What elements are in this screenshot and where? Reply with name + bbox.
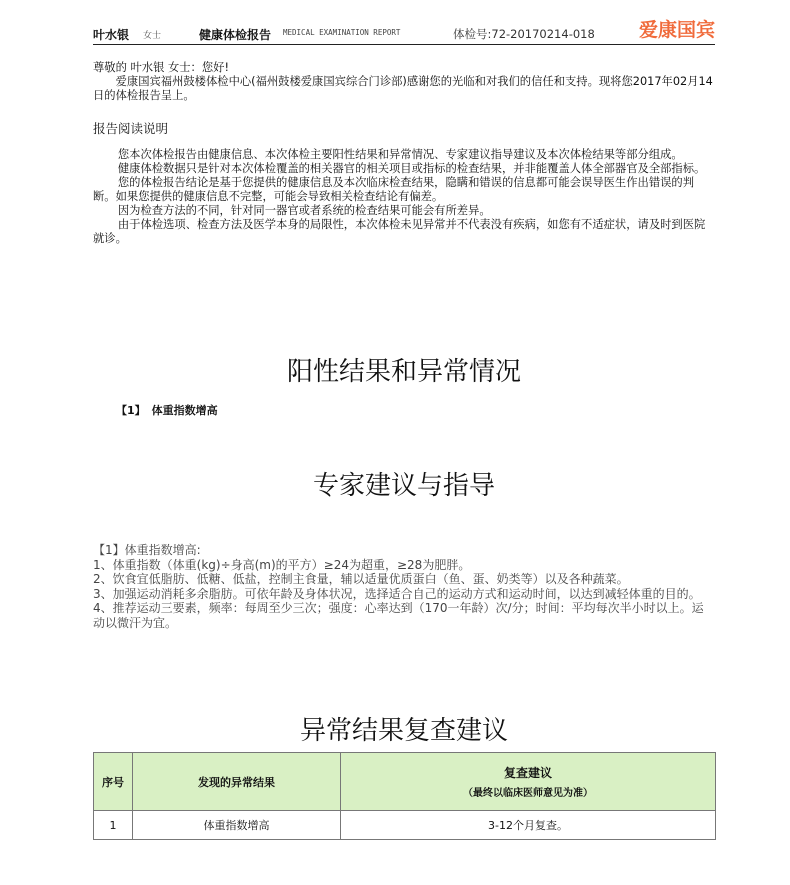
advice-line: 1、体重指数（体重(kg)÷身高(m)的平方）≥24为超重，≥28为肥胖。	[93, 557, 471, 572]
advice-line: 3、加强运动消耗多余脂肪。可依年龄及身体状况，选择适合自己的运动方式和运动时间，以达到减轻体重的目的。	[93, 586, 701, 601]
exam-number: 体检号:72-20170214-018	[453, 27, 595, 41]
col-header-advice-label: 复查建议	[503, 766, 552, 780]
table-header-row	[94, 753, 716, 811]
recheck-table	[93, 752, 716, 840]
col-header-no: 序号	[94, 753, 133, 811]
advice-line: 4、推荐运动三要素，频率：每周至少三次；强度：心率达到（170一年龄）次/分；时间：平均每次半小时以上。运动以微汗为宜。	[93, 601, 704, 630]
greeting: 尊敬的 叶水银 女士：您好!	[93, 61, 229, 74]
result-index: 【1】	[116, 404, 146, 417]
cell-no: 1	[94, 811, 133, 840]
reading-notes-heading: 报告阅读说明	[93, 121, 169, 136]
expert-advice-body	[93, 543, 715, 630]
report-title: 健康体检报告	[199, 28, 272, 42]
col-header-advice-note: （最终以临床医师意见为准）	[463, 788, 593, 799]
reading-note: 健康体检数据只是针对本次体检覆盖的相关器官的相关项目或指标的检查结果，并非能覆盖人体全部器官及全部指标。	[117, 162, 706, 175]
reading-note: 您的体检报告结论是基于您提供的健康信息及本次临床检查结果，隐瞒和错误的信息都可能会误导医生作出错误的判断。如果您提供的健康信息不完整，可能会导致相关检查结论有偏差。	[93, 176, 695, 203]
brand-logo: 爱康国宾	[638, 19, 715, 41]
advice-line: 2、饮食宜低脂肪、低糖、低盐，控制主食量，辅以适量优质蛋白（鱼、蛋、奶类等）以及各种蔬菜。	[93, 572, 629, 586]
advice-line: 【1】体重指数增高:	[93, 543, 201, 557]
reading-notes	[93, 148, 715, 246]
reading-note: 由于体检选项、检查方法及医学本身的局限性，本次体检未见异常并不代表没有疾病，如您有不适症状，请及时到医院就诊。	[93, 218, 706, 245]
result-label: 体重指数增高	[151, 404, 218, 417]
expert-advice-title: 专家建议与指导	[312, 471, 495, 501]
reading-note: 您本次体检报告由健康信息、本次体检主要阳性结果和异常情况、专家建议指导建议及本次体检结果等部分组成。	[117, 148, 683, 161]
table-row	[94, 811, 716, 840]
intro-paragraph: 爱康国宾福州鼓楼体检中心(福州鼓楼爱康国宾综合门诊部)感谢您的光临和对我们的信任和支持。现将您2017年02月14日的体检报告呈上。	[93, 75, 713, 102]
patient-gender: 女士	[143, 31, 162, 41]
col-header-advice	[341, 753, 716, 811]
recheck-title: 异常结果复查建议	[299, 716, 508, 746]
cell-result: 体重指数增高	[133, 811, 341, 840]
reading-note: 因为检查方法的不同，针对同一器官或者系统的检查结果可能会有所差异。	[117, 204, 491, 217]
report-title-en: MEDICAL EXAMINATION REPORT	[283, 28, 401, 37]
positive-results-title: 阳性结果和异常情况	[286, 357, 521, 387]
report-header	[93, 14, 715, 45]
col-header-result: 发现的异常结果	[133, 753, 341, 811]
patient-name: 叶水银	[93, 28, 130, 42]
positive-result-item	[116, 402, 218, 418]
cell-advice: 3-12个月复查。	[341, 811, 716, 840]
